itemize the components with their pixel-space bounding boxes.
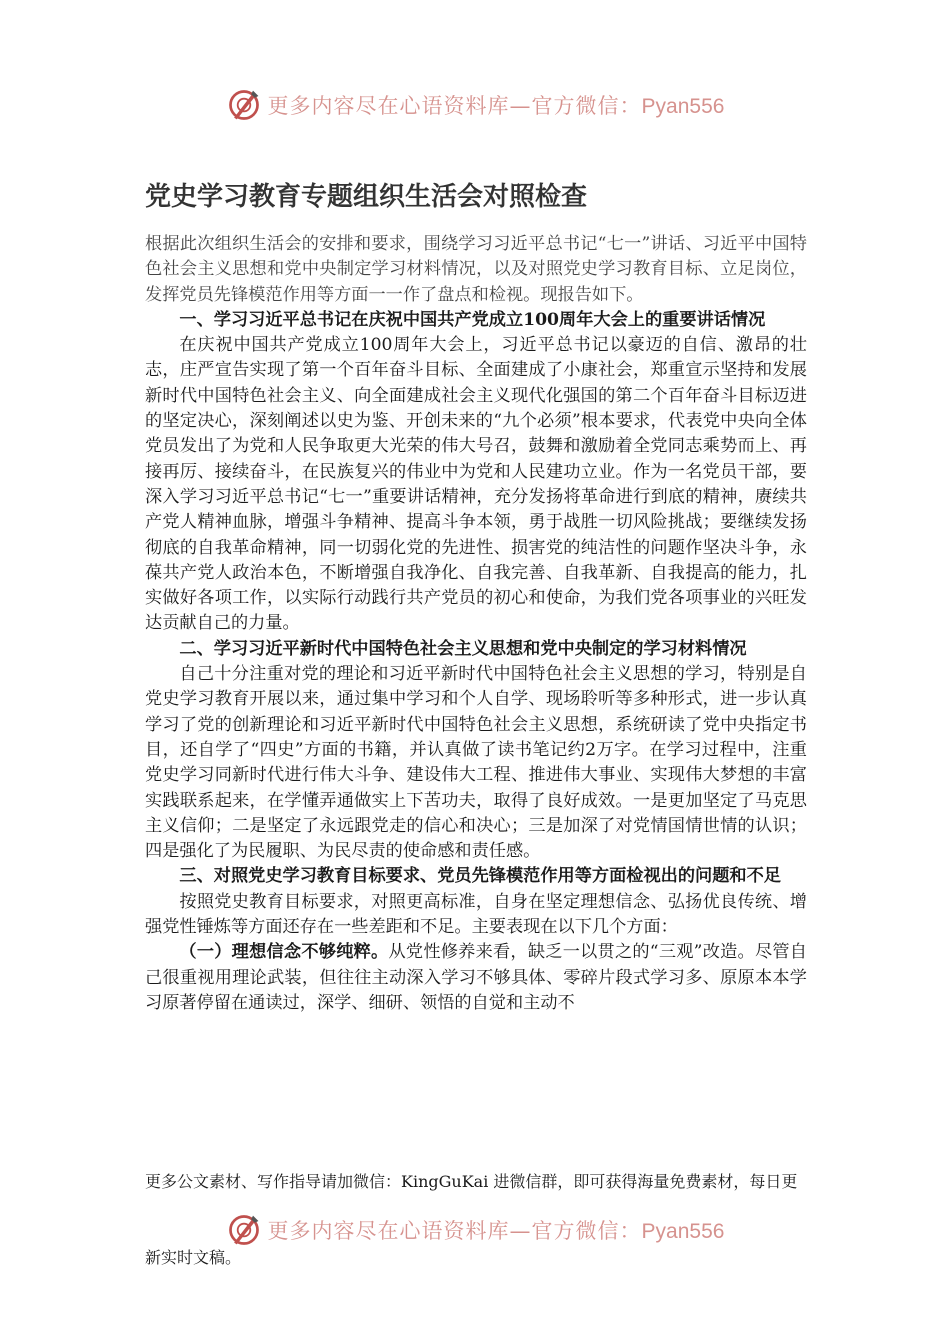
section-1-body: 在庆祝中国共产党成立100周年大会上，习近平总书记以豪迈的自信、激昂的壮志，庄严宣告实现了第一个百年奋斗目标、全面建成了小康社会，郑重宣示坚持和发展新时代中国特色社会主义、向全面建成社会主义现代化强国的第二个百年奋斗目标迈进的坚定决心，深刻阐述以史为鉴、开创未来的“九个必须”根本要求，代表党中央向全体党员发出了为党和人民争取更大光荣的伟大号召，鼓舞和激励着全党同志乘势而上、再接再厉、接续奋斗，在民族复兴的伟业中为党和人民建功立业。作为一名党员干部，要深入学习习近平总书记“七一”重要讲话精神，充分发扬将革命进行到底的精神，赓续共产党人精神血脉，增强斗争精神、提高斗争本领，勇于战胜一切风险挑战；要继续发扬彻底的自我革命精神，同一切弱化党的先进性、损害党的纯洁性的问题作坚决斗争，永葆共产党人政治本色，不断增强自我净化、自我完善、自我革新、自我提高的能力，扎实做好各项工作，以实际行动践行共产党员的初心和使命，为我们党各项事业的兴旺发达贡献自己的力量。 [145,335,807,634]
watermark-top [0,80,950,130]
pen-logo-icon [226,1212,262,1248]
document-title: 党史学习教育专题组织生活会对照检查 [145,182,588,212]
section-2-body: 自己十分注重对党的理论和习近平新时代中国特色社会主义思想的学习，特别是自党史学习教育开展以来，通过集中学习和个人自学、现场聆听等多种形式，进一步认真学习了党的创新理论和习近平新时代中国特色社会主义思想，系统研读了党中央指定书目，还自学了“四史”方面的书籍，并认真做了读书笔记约2万字。在学习过程中，注重党史学习同新时代进行伟大斗争、建设伟大工程、推进伟大事业、实现伟大梦想的丰富实践联系起来，在学懂弄通做实上下苦功夫，取得了良好成效。一是更加坚定了马克思主义信仰；二是坚定了永远跟党走的信心和决心；三是加深了对党情国情世情的认识；四是强化了为民履职、为民尽责的使命感和责任感。 [145,664,807,862]
section-3-body: 按照党史教育目标要求，对照更高标准，自身在坚定理想信念、弘扬优良传统、增强党性锤炼等方面还存在一些差距和不足。主要表现在以下几个方面： [145,891,807,938]
document-body [145,232,807,1016]
item-1-heading: （一）理想信念不够纯粹。 [179,942,389,963]
watermark-text: 更多内容尽在心语资料库—官方微信：Pyan556 [267,1219,725,1243]
section-1-heading: 一、学习习近平总书记在庆祝中国共产党成立100周年大会上的重要讲话情况 [179,309,766,330]
watermark-text: 更多内容尽在心语资料库—官方微信：Pyan556 [267,94,725,118]
intro-paragraph: 根据此次组织生活会的安排和要求，围绕学习习近平总书记“七一”讲话、习近平中国特色社会主义思想和党中央制定学习材料情况，以及对照党史学习教育目标、立足岗位，发挥党员先锋模范作用等方面一一作了盘点和检视。现报告如下。 [145,234,807,305]
item-1-paragraph [145,940,807,1016]
pen-logo-icon [226,87,262,123]
promo-tail: 新实时文稿。 [145,1248,242,1267]
section-3-heading: 三、对照党史学习教育目标要求、党员先锋模范作用等方面检视出的问题和不足 [179,866,781,887]
section-2-heading: 二、学习习近平新时代中国特色社会主义思想和党中央制定的学习材料情况 [179,638,747,659]
watermark-bottom [0,1205,950,1255]
item-1-body: 从党性修养来看，缺乏一以贯之的“三观”改造。尽管自己很重视用理论武装，但往往主动深入学习不够具体、零碎片段式学习多、原原本本学习原著停留在通读过，深学、细研、领悟的自觉和主动不 [145,942,807,1013]
promo-line: 更多公文素材、写作指导请加微信：KingGuKai 进微信群，即可获得海量免费素材，每日更 [145,1172,798,1191]
